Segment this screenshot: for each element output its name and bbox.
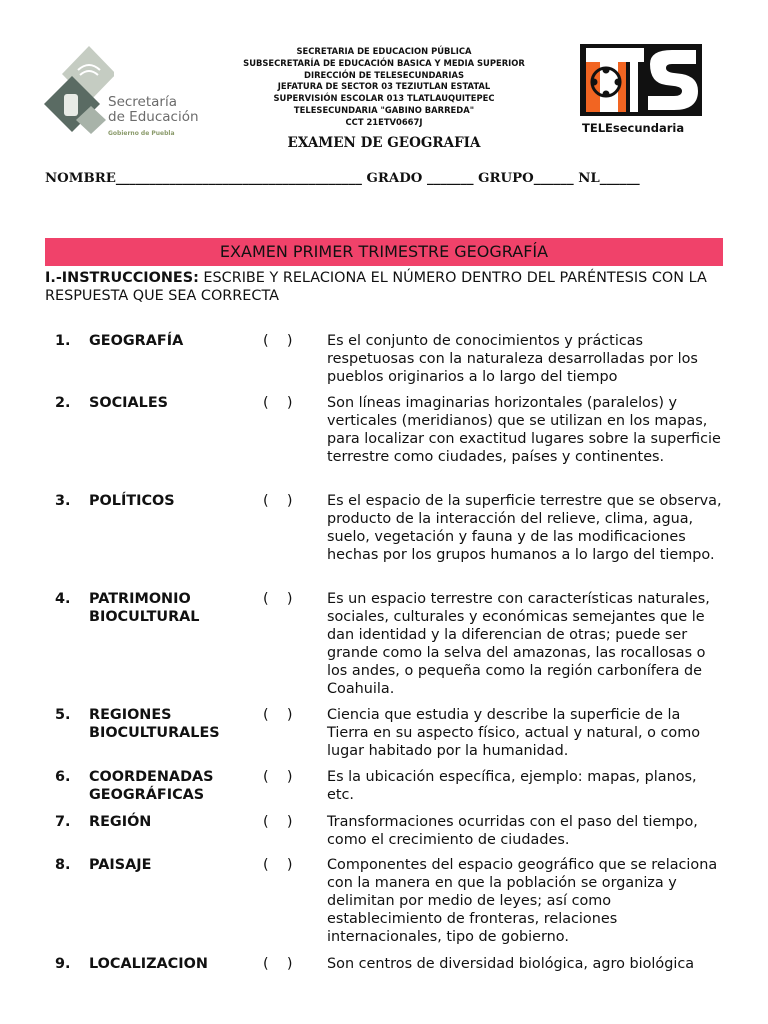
item-term: REGIÓN — [89, 814, 152, 830]
item-term: PAISAJE — [89, 857, 152, 873]
item-term: LOCALIZACION — [89, 956, 208, 972]
item-number: 7. — [55, 814, 71, 830]
answer-parenthesis[interactable]: ( ) — [263, 591, 293, 607]
item-term: COORDENADAS GEOGRÁFICAS — [89, 769, 214, 803]
item-description: Es la ubicación específica, ejemplo: mapas, planos, etc. — [327, 769, 697, 803]
logo-left-subtitle: Gobierno de Puebla — [108, 130, 175, 137]
instructions-text: ESCRIBE Y RELACIONA EL NÚMERO DENTRO DEL PARÉNTESIS CON LA RESPUESTA QUE SEA CORRECTA — [45, 270, 707, 304]
item-number: 3. — [55, 493, 71, 509]
item-number: 8. — [55, 857, 71, 873]
logo-left-name: Secretaría de Educación — [108, 94, 199, 125]
item-number: 1. — [55, 333, 71, 349]
item-description: Componentes del espacio geográfico que se relaciona con la manera en que la población se organiza y delimitan por medio de leyes; así como establecimiento de fronteras, relaciones internacionales, tipo de gobierno. — [327, 857, 718, 945]
header-line: SUPERVISIÓN ESCOLAR 013 TLATLAUQUITEPEC — [273, 93, 495, 104]
header-line: DIRECCIÓN DE TELESECUNDARIAS — [304, 69, 464, 80]
item-number: 6. — [55, 769, 71, 785]
item-number: 9. — [55, 956, 71, 972]
item-description: Es el espacio de la superficie terrestre que se observa, producto de la interacción del relieve, clima, agua, suelo, vegetación y fauna y de las modificaciones hechas por los grupos humanos a lo largo del tiempo. — [327, 493, 722, 563]
answer-parenthesis[interactable]: ( ) — [263, 333, 293, 349]
item-number: 5. — [55, 707, 71, 723]
item-description: Es el conjunto de conocimientos y prácticas respetuosas con la naturaleza desarrolladas por los pueblos originarios a lo largo del tiempo — [327, 333, 698, 385]
item-description: Ciencia que estudia y describe la superficie de la Tierra en su aspecto físico, actual y natural, o como lugar habitado por la humanidad. — [327, 707, 701, 759]
telesecundaria-label: TELEsecundaria — [582, 121, 685, 135]
instructions-lead: I.-INSTRUCCIONES: — [45, 270, 199, 286]
answer-parenthesis[interactable]: ( ) — [263, 395, 293, 411]
header-line: TELESECUNDARIA "GABINO BARREDA" — [293, 104, 475, 115]
answer-parenthesis[interactable]: ( ) — [263, 493, 293, 509]
answer-parenthesis[interactable]: ( ) — [263, 707, 293, 723]
answer-parenthesis[interactable]: ( ) — [263, 857, 293, 873]
student-info-line[interactable]: NOMBRE_____________________________________ GRADO _______ GRUPO______ NL______ — [45, 171, 640, 186]
header-line: SECRETARIA DE EDUCACION PÚBLICA — [296, 46, 472, 56]
item-term: PATRIMONIO BIOCULTURAL — [89, 591, 200, 625]
answer-parenthesis[interactable]: ( ) — [263, 814, 293, 830]
item-description: Transformaciones ocurridas con el paso del tiempo, como el crecimiento de ciudades. — [327, 814, 698, 848]
item-description: Son centros de diversidad biológica, agro biológica — [327, 956, 695, 972]
item-term: GEOGRAFÍA — [89, 333, 184, 349]
exam-banner: EXAMEN PRIMER TRIMESTRE GEOGRAFÍA — [45, 238, 723, 266]
item-description: Es un espacio terrestre con características naturales, sociales, culturales y económicas semejantes que le dan identidad y la diferencian de otras; puede ser grande como la selva del amazonas, las rocallosas o los andes, o pequeña como la región carbonífera de Coahuila. — [327, 591, 710, 697]
answer-parenthesis[interactable]: ( ) — [263, 956, 293, 972]
item-term: POLÍTICOS — [89, 493, 175, 509]
item-description: Son líneas imaginarias horizontales (paralelos) y verticales (meridianos) que se utilizan en los mapas, para localizar con exactitud lugares sobre la superficie terrestre como ciudades, países y continentes. — [327, 395, 721, 465]
exam-title: EXAMEN DE GEOGRAFIA — [287, 135, 481, 151]
item-term: REGIONES BIOCULTURALES — [89, 707, 220, 741]
header-line: SUBSECRETARÍA DE EDUCACIÓN BASICA Y MEDIA SUPERIOR — [243, 57, 525, 68]
answer-parenthesis[interactable]: ( ) — [263, 769, 293, 785]
item-number: 2. — [55, 395, 71, 411]
header-line: CCT 21ETV0667J — [345, 116, 423, 127]
item-number: 4. — [55, 591, 71, 607]
item-term: SOCIALES — [89, 395, 169, 411]
header-line: JEFATURA DE SECTOR 03 TEZIUTLAN ESTATAL — [277, 81, 491, 92]
